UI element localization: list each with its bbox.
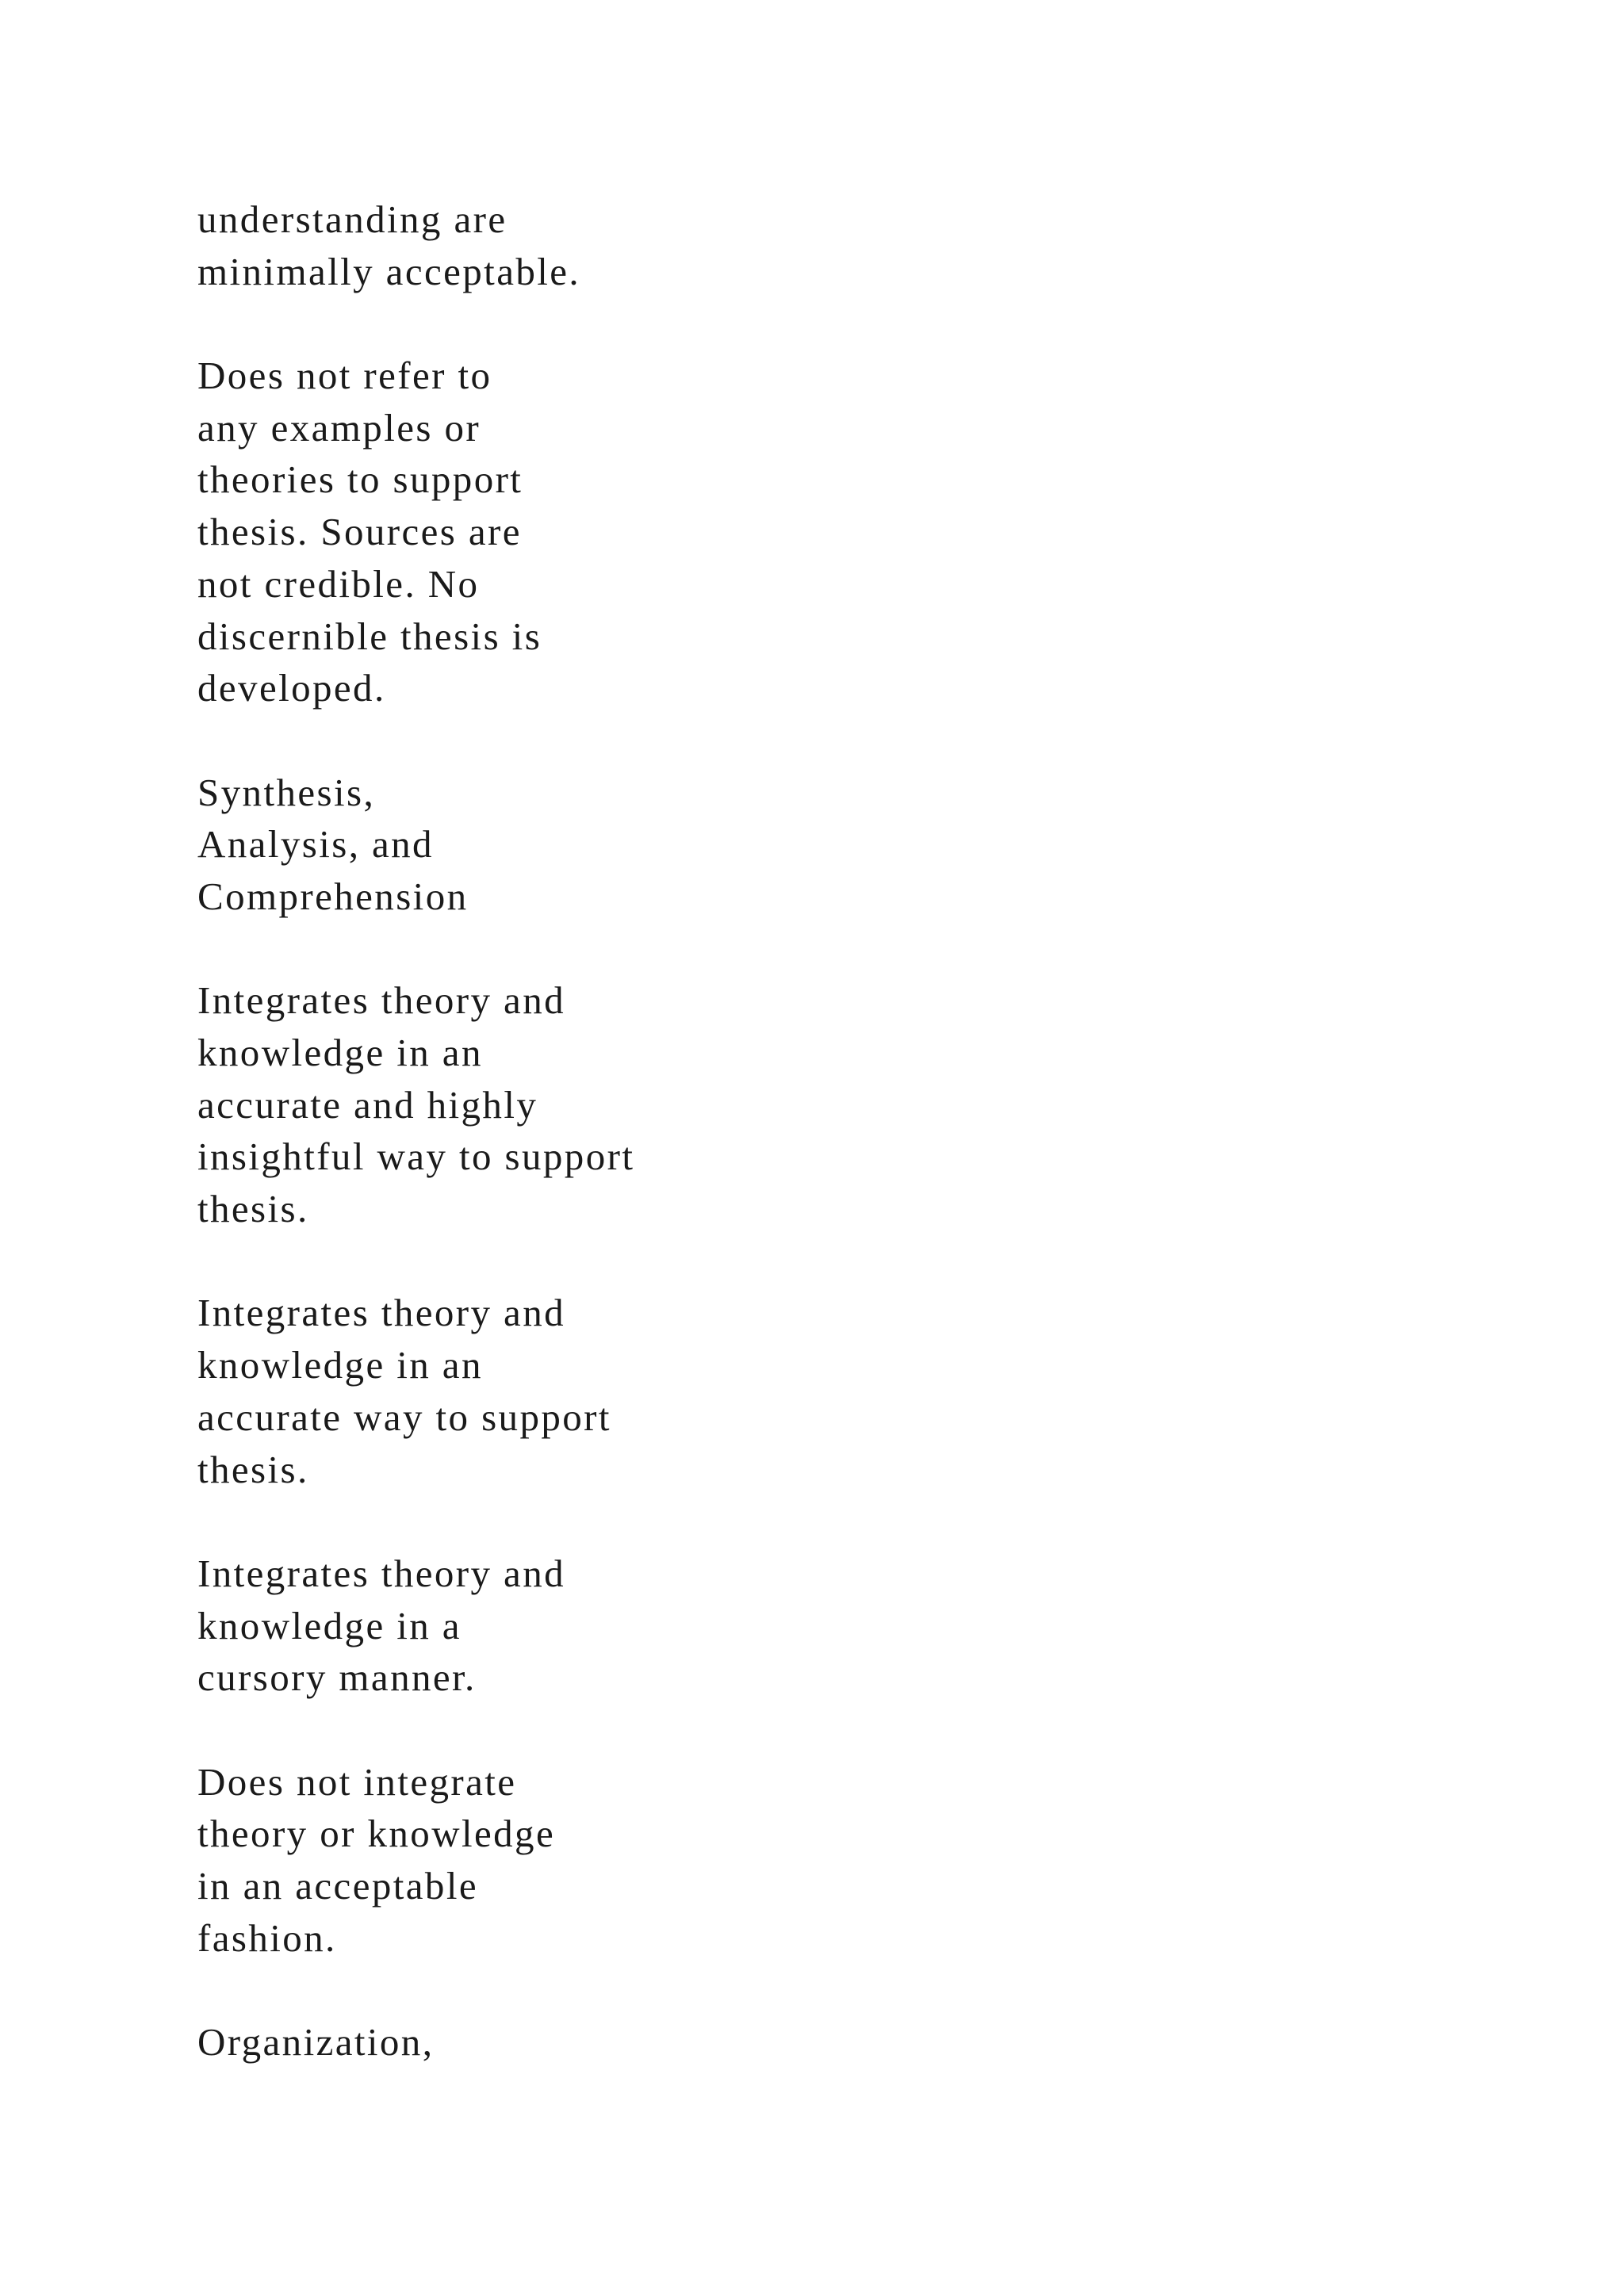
text-line: knowledge in a <box>197 1603 462 1647</box>
paragraph-gap <box>197 923 1308 975</box>
paragraph-integrates-accurate <box>197 1287 1308 1495</box>
text-line: developed. <box>197 666 386 710</box>
paragraph-integrates-insightful <box>197 974 1308 1234</box>
paragraph-integrates-cursory <box>197 1548 1308 1704</box>
text-line: not credible. No <box>197 561 480 606</box>
text-line: Integrates theory and <box>197 1551 566 1595</box>
paragraph-gap <box>197 1235 1308 1288</box>
text-line: Does not integrate <box>197 1759 517 1804</box>
text-line: Comprehension <box>197 874 469 918</box>
text-line: Integrates theory and <box>197 978 566 1023</box>
paragraph-gap <box>197 1964 1308 2016</box>
paragraph-gap <box>197 297 1308 350</box>
text-line: thesis. Sources are <box>197 510 522 554</box>
text-line: Analysis, and <box>197 822 434 867</box>
text-line: thesis. <box>197 1447 309 1491</box>
text-line: insightful way to support <box>197 1135 635 1179</box>
text-line: discernible thesis is <box>197 614 542 658</box>
paragraph-gap <box>197 1495 1308 1548</box>
text-line: accurate way to support <box>197 1395 611 1439</box>
text-line: knowledge in an <box>197 1031 483 1074</box>
text-line: knowledge in an <box>197 1343 483 1387</box>
text-line: theories to support <box>197 457 523 502</box>
text-line: accurate and highly <box>197 1082 538 1127</box>
paragraph-understanding <box>197 193 1308 297</box>
text-line: cursory manner. <box>197 1655 477 1700</box>
paragraph-does-not-integrate <box>197 1756 1308 1965</box>
text-line: theory or knowledge <box>197 1812 556 1856</box>
text-line: minimally acceptable. <box>197 249 581 293</box>
text-column <box>197 193 1308 2068</box>
criterion-heading-synthesis <box>197 767 1308 923</box>
text-line: Integrates theory and <box>197 1291 566 1335</box>
text-line: Synthesis, <box>197 770 376 814</box>
text-line: any examples or <box>197 405 481 450</box>
text-line: understanding are <box>197 197 508 241</box>
text-line: in an acceptable <box>197 1864 478 1908</box>
criterion-heading-organization <box>197 2016 1308 2068</box>
paragraph-gap <box>197 1704 1308 1756</box>
text-line: Does not refer to <box>197 354 492 398</box>
text-line: Organization, <box>197 2020 435 2064</box>
paragraph-gap <box>197 714 1308 767</box>
text-line: thesis. <box>197 1187 309 1231</box>
paragraph-does-not-refer <box>197 350 1308 714</box>
text-line: fashion. <box>197 1915 337 1960</box>
